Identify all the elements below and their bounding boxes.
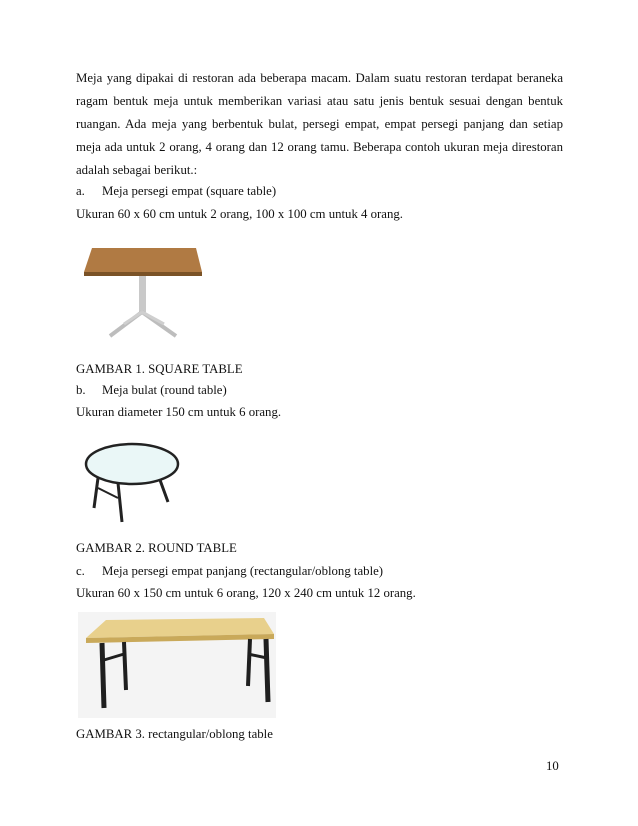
section-a-heading bbox=[76, 184, 276, 199]
rectangular-table-image bbox=[78, 612, 276, 718]
figure-3-caption: GAMBAR 3. rectangular/oblong table bbox=[76, 727, 273, 741]
list-marker: b. bbox=[76, 383, 86, 397]
section-a-size: Ukuran 60 x 60 cm untuk 2 orang, 100 x 100 cm untuk 4 orang. bbox=[76, 207, 403, 221]
table-leg bbox=[266, 639, 268, 702]
table-top bbox=[84, 248, 202, 272]
section-c-size: Ukuran 60 x 150 cm untuk 6 orang, 120 x 240 cm untuk 12 orang. bbox=[76, 586, 416, 600]
table-top bbox=[86, 444, 178, 484]
table-leg bbox=[124, 312, 142, 324]
round-table-image bbox=[82, 440, 182, 530]
figure-1-caption: GAMBAR 1. SQUARE TABLE bbox=[76, 362, 243, 376]
table-pole bbox=[139, 276, 146, 312]
section-c-heading bbox=[76, 564, 383, 579]
table-leg bbox=[160, 480, 168, 502]
table-leg bbox=[118, 483, 122, 522]
heading-text: Meja persegi empat (square table) bbox=[102, 184, 277, 198]
table-leg bbox=[124, 642, 126, 690]
list-marker: a. bbox=[76, 184, 85, 198]
section-b-heading bbox=[76, 383, 227, 398]
section-b-size: Ukuran diameter 150 cm untuk 6 orang. bbox=[76, 405, 282, 419]
heading-text: Meja bulat (round table) bbox=[102, 383, 227, 397]
table-edge bbox=[84, 272, 202, 276]
table-leg bbox=[94, 478, 98, 508]
square-table-image bbox=[80, 244, 205, 344]
list-marker: c. bbox=[76, 564, 85, 578]
heading-text: Meja persegi empat panjang (rectangular/oblong table) bbox=[102, 564, 384, 578]
intro-paragraph: Meja yang dipakai di restoran ada beberapa macam. Dalam suatu restoran terdapat beraneka ragam bentuk meja untuk memberikan variasi atau satu jenis bentuk sesuai dengan bentuk ruangan. Ada meja yang berbentuk bulat, persegi empat, empat persegi panjang dan setiap meja ada untuk 2 orang, 4 orang dan 12 orang tamu. Beberapa contoh ukuran meja direstoran adalah sebagai berikut.: bbox=[76, 71, 563, 177]
page-number: 10 bbox=[546, 759, 559, 773]
figure-2-caption: GAMBAR 2. ROUND TABLE bbox=[76, 541, 237, 555]
table-leg bbox=[248, 639, 250, 686]
table-leg bbox=[102, 643, 104, 708]
table-brace bbox=[98, 488, 118, 498]
